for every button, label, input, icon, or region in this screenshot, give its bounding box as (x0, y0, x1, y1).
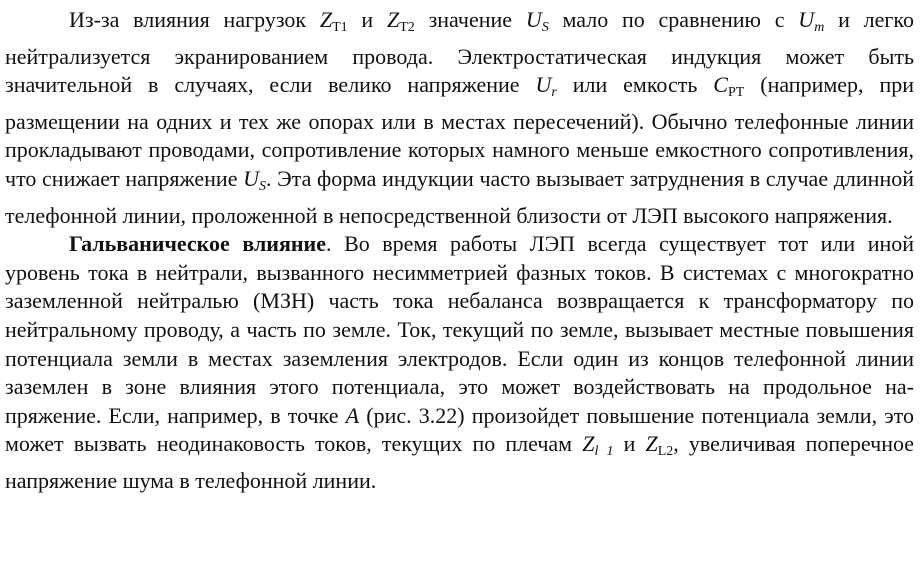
text-run: и (613, 431, 646, 457)
math-symbol: Z (386, 7, 400, 32)
math-symbol: A (345, 402, 360, 428)
text-run: (рис. 3.22) произойдет повышение потенциала земли, это может вызвать неодинаковость токов, текущих по плечам (5, 402, 914, 457)
math-subscript: l 1 (594, 444, 614, 460)
text-run: , увеличивая поперечное напряжение шума в телефонной линии. (5, 431, 915, 493)
text-run: мало по сравнению с (548, 7, 799, 32)
paragraph-galvanic-influence (5, 230, 914, 495)
math-symbol: Z (319, 7, 333, 32)
math-symbol: U (243, 165, 260, 191)
math-subscript: S (259, 178, 267, 194)
text-run: и легко нейтрализуется экранированием провода. Электростатическая индукция может быть значительной в случаях, если велико напряжение (5, 7, 914, 98)
section-term: Гальваническое влияние (69, 231, 327, 257)
math-subscript: L2 (657, 444, 674, 460)
math-symbol: Z (582, 431, 595, 457)
text-run: значение (414, 7, 526, 32)
text-run: (например, при размещении на одних и тех же опорах или в местах пересечений). Обычно телефонные линии прокладывают проводами, сопротивление которых намного меньше емкостного сопротивления, что снижает напряжение (5, 72, 915, 191)
math-symbol: U (535, 72, 552, 98)
math-subscript: r (551, 85, 557, 101)
math-subscript: m (814, 20, 825, 35)
text-run: . Во время работы ЛЭП всегда существует тот или иной уровень тока в нейтрали, вызванного несимметрией фазных токов. В системах с многократно заземленной нейтралью (МЗН) часть тока небаланса возвращается к трансформатору по нейтральному проводу, а часть по земле. Ток, текущий по земле, вызывает местные повышения потенциала земли в местах заземления электродов. Если один из концов телефонной линии заземлен в зоне влияния этого потенциала, это может воздействовать на продольное напряжение. Если, например, в точке (5, 231, 915, 428)
math-subscript: Т2 (399, 20, 415, 35)
math-subscript: S (541, 20, 549, 35)
math-symbol: U (798, 7, 815, 32)
math-symbol: C (713, 72, 728, 98)
text-run: и (347, 7, 387, 32)
math-subscript: PT (727, 85, 745, 101)
math-subscript: Т1 (332, 20, 348, 35)
paragraph-electrostatic-induction (5, 6, 914, 230)
text-run: . Эта форма индукции часто вызывает затруднения в случае длинной телефонной линии, проложенной в непосредственной близости от ЛЭП высокого напряжения. (5, 165, 914, 228)
math-symbol: Z (645, 431, 658, 457)
text-run: Из-за влияния нагрузок (69, 7, 320, 32)
text-run: или емкость (556, 72, 714, 98)
math-symbol: U (525, 7, 542, 32)
